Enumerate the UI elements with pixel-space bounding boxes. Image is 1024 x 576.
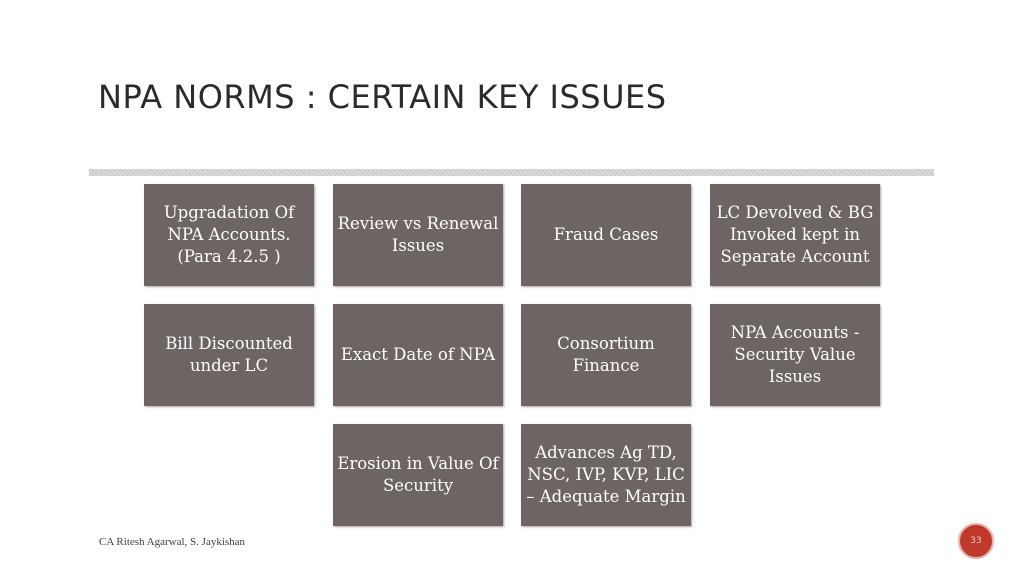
box-npa-security-value	[710, 304, 880, 406]
box-fraud-cases	[521, 184, 691, 286]
box-label: Erosion in Value Of Security	[337, 454, 499, 495]
box-label: Advances Ag TD, NSC, IVP, KVP, LIC – Adequate Margin	[526, 443, 686, 506]
box-advances-ag-td	[521, 424, 691, 526]
box-consortium-finance	[521, 304, 691, 406]
box-label: Fraud Cases	[553, 225, 659, 244]
slide-title: NPA NORMS : CERTAIN KEY ISSUES	[98, 78, 667, 116]
box-bill-discounted-under-lc	[144, 304, 314, 406]
box-label: Exact Date of NPA	[340, 345, 496, 364]
box-erosion-in-value	[333, 424, 503, 526]
box-upgradation-npa-accounts	[144, 184, 314, 286]
page-number: 33	[970, 536, 982, 546]
box-label: NPA Accounts - Security Value Issues	[730, 323, 860, 386]
box-label: Consortium Finance	[557, 334, 655, 375]
title-divider	[89, 169, 934, 176]
page-number-badge	[958, 523, 994, 559]
box-lc-devolved-bg-invoked	[710, 184, 880, 286]
box-exact-date-of-npa	[333, 304, 503, 406]
box-label: LC Devolved & BG Invoked kept in Separate Account	[716, 203, 874, 266]
box-review-vs-renewal	[333, 184, 503, 286]
box-label: Bill Discounted under LC	[165, 334, 293, 375]
footer-author: CA Ritesh Agarwal, S. Jaykishan	[99, 536, 246, 548]
box-label: Review vs Renewal Issues	[337, 214, 499, 255]
box-label: Upgradation Of NPA Accounts. (Para 4.2.5 )	[163, 203, 295, 266]
